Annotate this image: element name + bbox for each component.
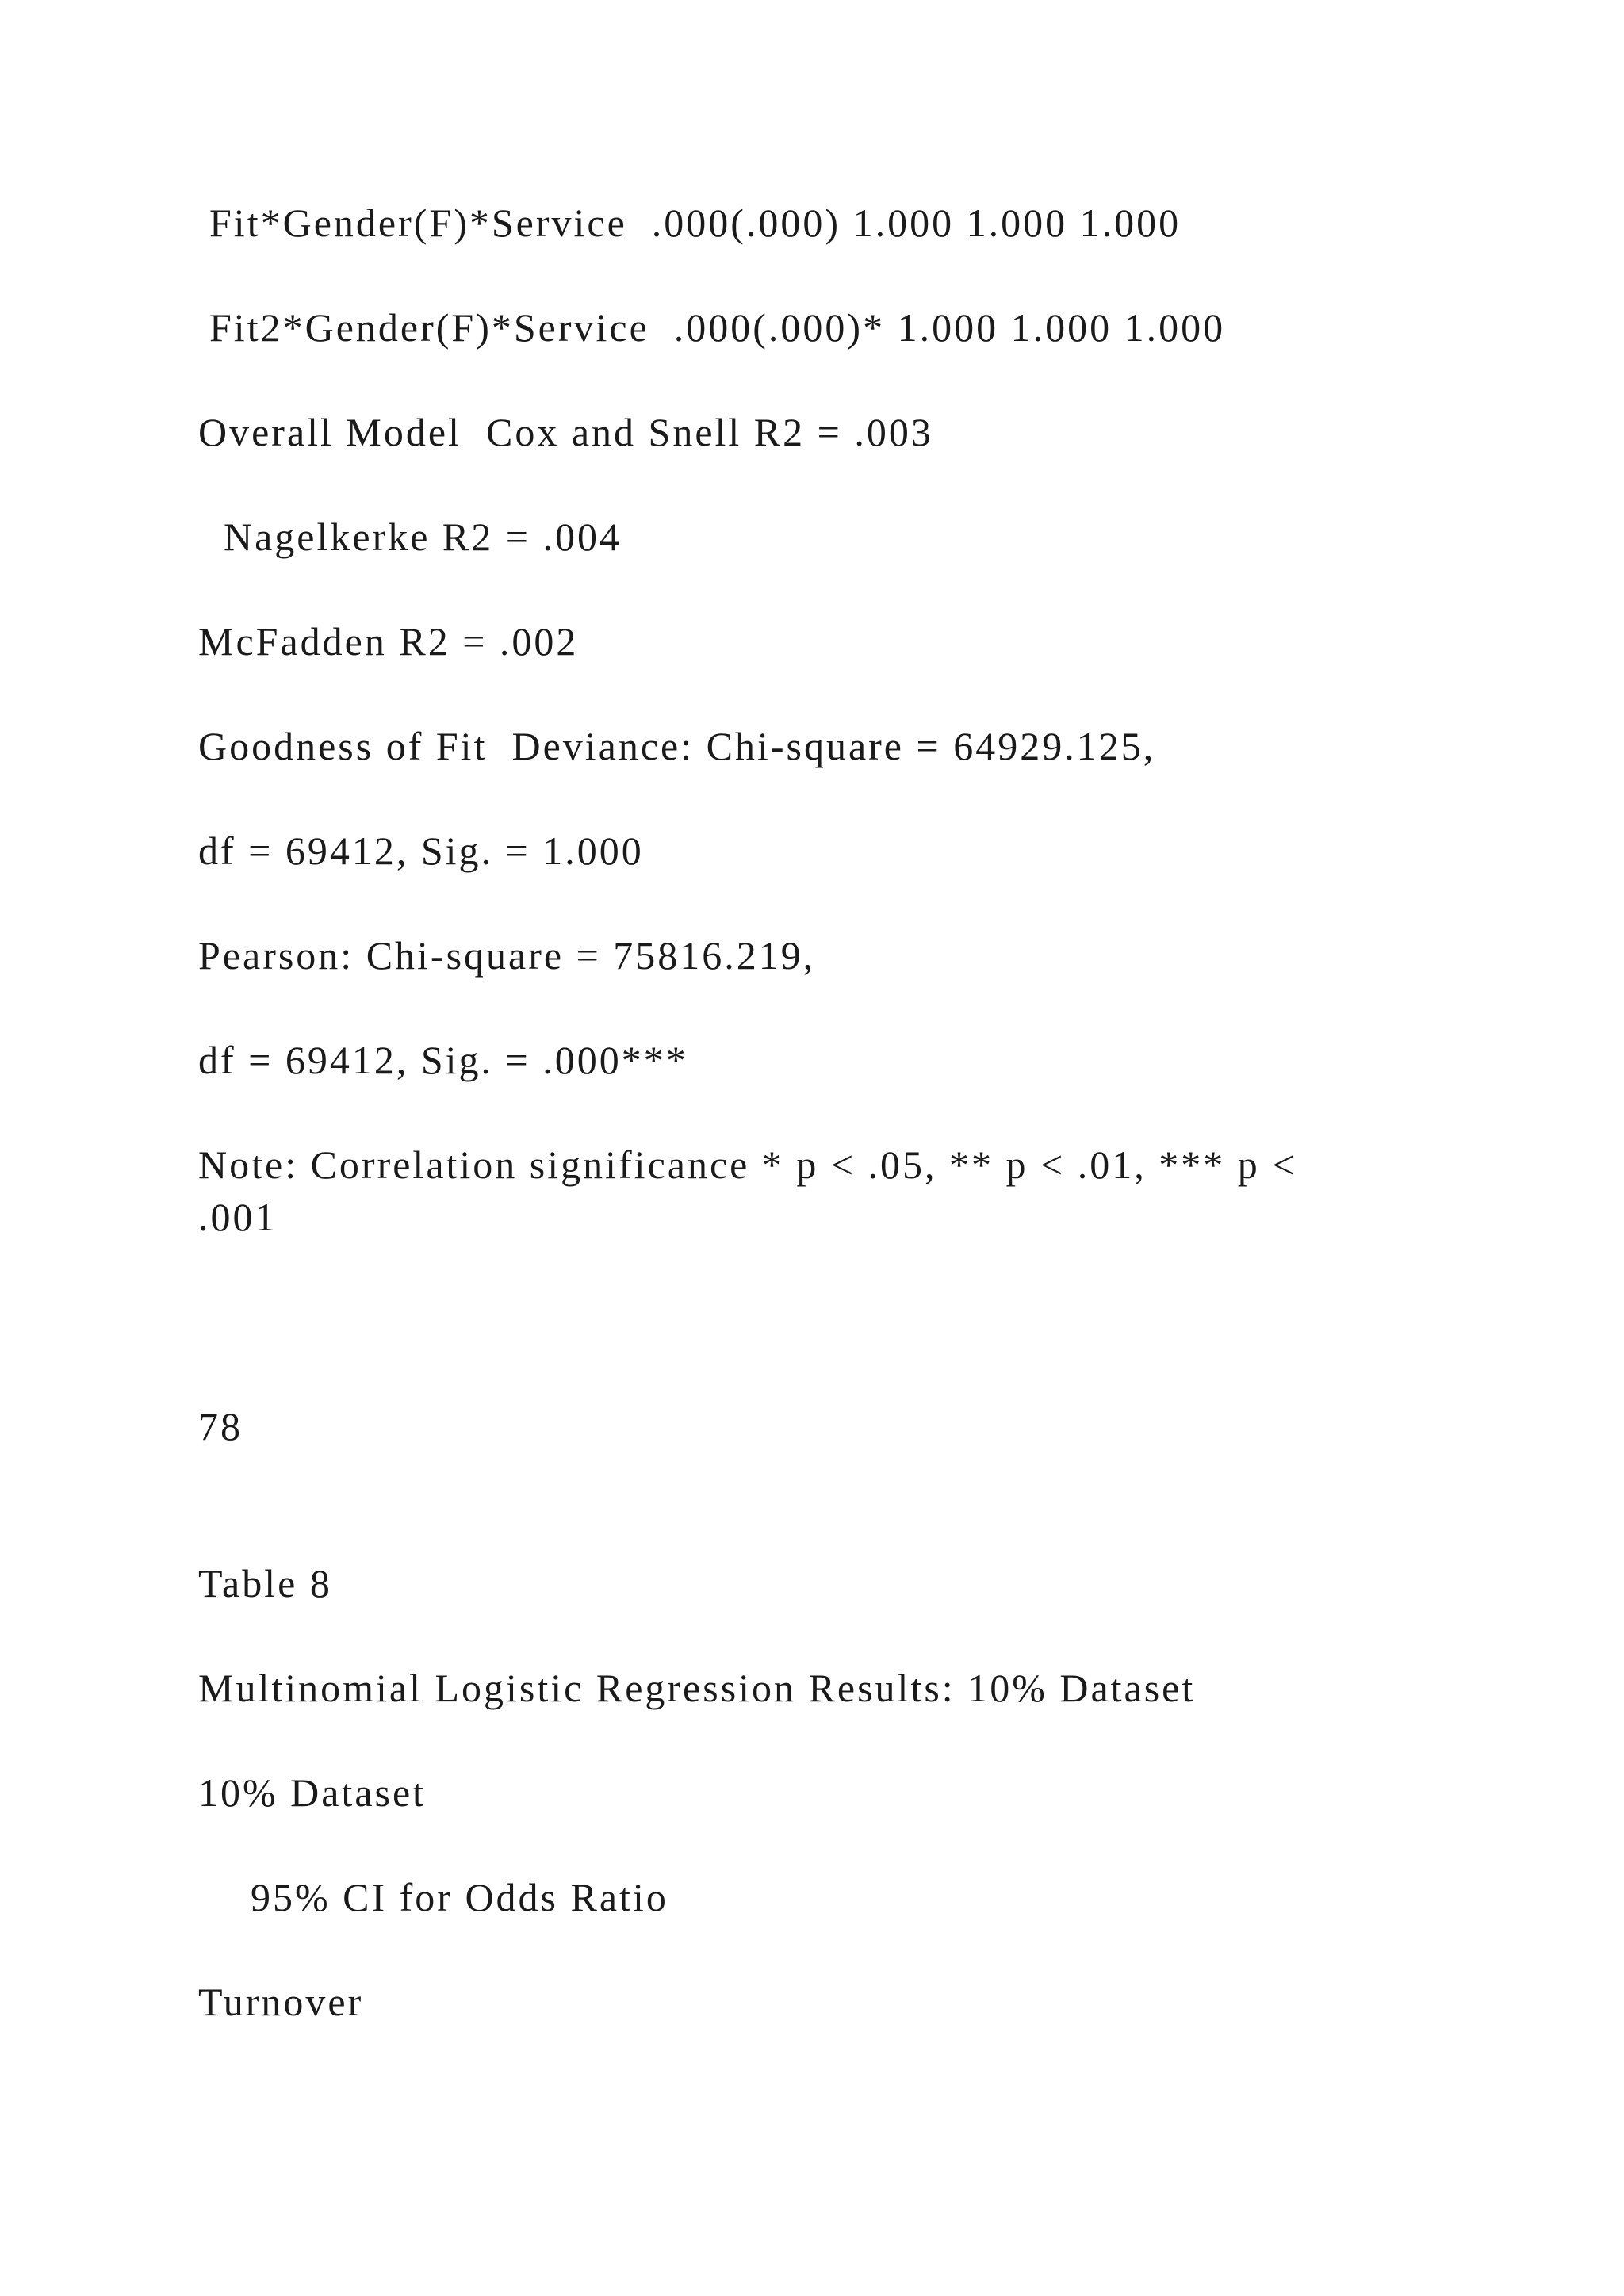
ci-odds-ratio-header: 95% CI for Odds Ratio: [251, 1875, 668, 1919]
significance-note: Note: Correlation significance * p < .05, ** p < .01, *** p < .001: [198, 1142, 1297, 1239]
table-title: Multinomial Logistic Regression Results: 10% Dataset: [198, 1666, 1196, 1710]
table-label: Table 8: [198, 1561, 332, 1605]
table-row-fit-gender-service: Fit*Gender(F)*Service .000(.000) 1.000 1.000 1.000: [209, 201, 1182, 245]
nagelkerke-line: Nagelkerke R2 = .004: [224, 515, 622, 559]
deviance-df-line: df = 69412, Sig. = 1.000: [198, 828, 644, 873]
dataset-header: 10% Dataset: [198, 1770, 427, 1815]
pearson-df-line: df = 69412, Sig. = .000***: [198, 1038, 688, 1082]
pearson-line: Pearson: Chi-square = 75816.219,: [198, 933, 816, 978]
page-number: 78: [198, 1404, 243, 1448]
table-row-fit2-gender-service: Fit2*Gender(F)*Service .000(.000)* 1.000 1.000 1.000: [209, 305, 1226, 350]
overall-model-line: Overall Model Cox and Snell R2 = .003: [198, 410, 933, 454]
turnover-row-label: Turnover: [198, 1980, 364, 2024]
mcfadden-line: McFadden R2 = .002: [198, 619, 579, 664]
goodness-of-fit-deviance-line: Goodness of Fit Deviance: Chi-square = 64929.125,: [198, 724, 1156, 768]
